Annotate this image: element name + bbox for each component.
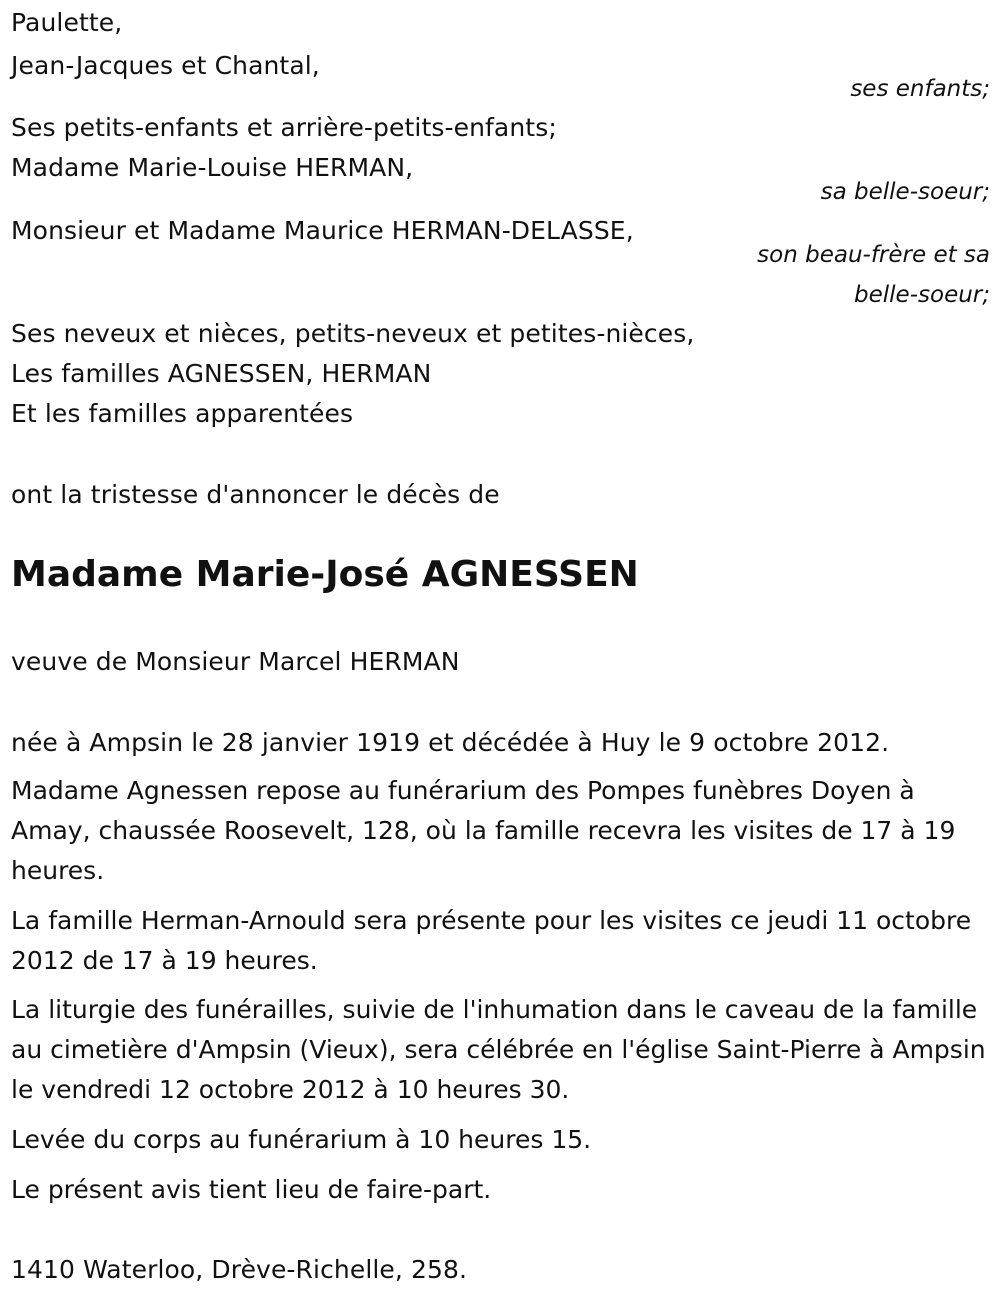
liturgy-paragraph: La liturgie des funérailles, suivie de l'inhumation dans le caveau de la famille au cimetière d'Ampsin (Vieux), sera célébrée en l'église Saint-Pierre à Ampsin le vendredi 12 octobre 2012 à 10 heures 30. (11, 995, 986, 1104)
body-removal-paragraph: Levée du corps au funérarium à 10 heures 15. (11, 1125, 592, 1154)
widow-line: veuve de Monsieur Marcel HERMAN (11, 647, 460, 676)
announcement-text: ont la tristesse d'annoncer le décès de (11, 480, 500, 509)
family-line-brother-in-law: Monsieur et Madame Maurice HERMAN-DELASSE, (11, 216, 634, 245)
relation-brother-in-law-1: son beau-frère et sa (757, 242, 990, 268)
family-line-sister-in-law: Madame Marie-Louise HERMAN, (11, 153, 414, 182)
family-line-children: Jean-Jacques et Chantal, (11, 51, 320, 80)
family-line-nephews: Ses neveux et nièces, petits-neveux et petites-nièces, (11, 319, 695, 348)
relation-brother-in-law-2: belle-soeur; (854, 282, 990, 308)
family-line-families: Les familles AGNESSEN, HERMAN (11, 359, 432, 388)
notice-paragraph: Le présent avis tient lieu de faire-part. (11, 1175, 492, 1204)
deceased-name: Madame Marie-José AGNESSEN (11, 554, 639, 595)
funeral-home-paragraph: Madame Agnessen repose au funérarium des Pompes funèbres Doyen à Amay, chaussée Roosevelt, 128, où la famille recevra les visites de 17 à 19 heures. (11, 776, 956, 885)
birth-death-line: née à Ampsin le 28 janvier 1919 et décédée à Huy le 9 octobre 2012. (11, 728, 890, 757)
relation-sister-in-law: sa belle-soeur; (820, 179, 990, 205)
family-line-paulette: Paulette, (11, 8, 123, 37)
obituary-notice (11, 0, 990, 1304)
address-line: 1410 Waterloo, Drève-Richelle, 258. (11, 1255, 468, 1284)
family-line-related: Et les familles apparentées (11, 399, 354, 428)
family-visit-paragraph: La famille Herman-Arnould sera présente pour les visites ce jeudi 11 octobre 2012 de 17 à 19 heures. (11, 906, 972, 975)
family-line-grandchildren: Ses petits-enfants et arrière-petits-enfants; (11, 113, 557, 142)
relation-children: ses enfants; (850, 76, 990, 102)
